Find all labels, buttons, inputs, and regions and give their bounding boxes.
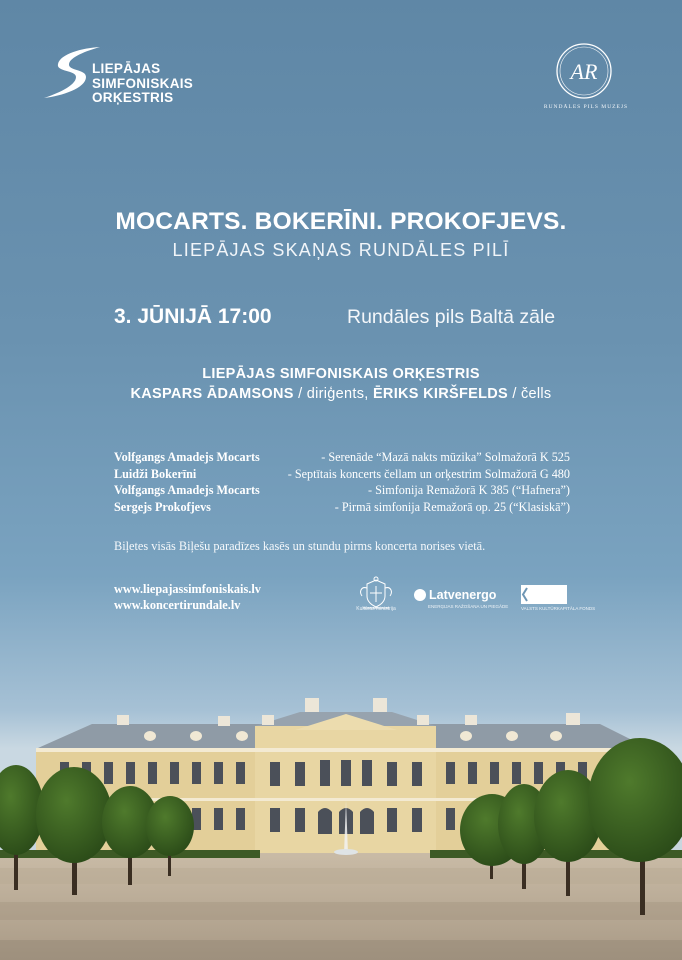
sponsor-caption: VALSTS KULTŪRKAPITĀLA FONDS: [521, 606, 596, 611]
program-item: [114, 466, 570, 483]
program-composer: Volfgangs Amadejs Mocarts: [114, 483, 260, 497]
sponsor-caption: ENERĢIJAS RAŽOŠANA UN PIEGĀDE: [428, 604, 509, 609]
orchestra-logo-text: [92, 62, 193, 106]
soloist-name: ĒRIKS KIRŠFELDS: [372, 386, 508, 402]
website-links: [114, 581, 261, 613]
program-item: [114, 499, 570, 516]
rundale-palace-photo: [0, 640, 682, 960]
latvenergo-logo: [414, 588, 496, 602]
svg-text:AR: AR: [570, 59, 598, 84]
event-date: 3. JŪNIJĀ 17:00: [114, 305, 272, 328]
seal-caption: RUNDĀLES PILS MUZEJS: [543, 104, 629, 110]
website-link[interactable]: www.liepajassimfoniskais.lv: [114, 582, 261, 596]
website-link[interactable]: www.koncertirundale.lv: [114, 598, 241, 612]
tickets-info: Biļetes visās Biļešu paradīzes kasēs un stundu pirms koncerta norises vietā.: [114, 539, 486, 553]
program-composer: Luidži Bokerīni: [114, 466, 197, 481]
sponsor-name: Latvenergo: [429, 588, 497, 602]
latvenergo-icon: [414, 589, 426, 601]
event-venue: Rundāles pils Baltā zāle: [347, 306, 556, 328]
conductor-role: / diriģents,: [298, 386, 369, 402]
program-composer: Sergejs Prokofjevs: [114, 499, 211, 514]
vkkf-icon: [521, 585, 567, 604]
program-work: - Septītais koncerts čellam un orķestrim Solmažorā G 480: [287, 466, 570, 481]
conductor-name: KASPARS ĀDAMSONS: [130, 386, 294, 402]
event-title: MOCARTS. BOKERĪNI. PROKOFJEVS.: [115, 208, 567, 235]
logo-line-2: SIMFONISKAIS: [92, 75, 194, 91]
program-item: [114, 449, 570, 466]
program-work: - Serenāde “Mazā nakts mūzika” Solmažorā K 525: [321, 450, 570, 464]
sponsor-caption: Kultūras ministrija: [356, 606, 396, 612]
program-item: [114, 482, 570, 499]
logo-line-3: ORĶESTRIS: [92, 90, 174, 105]
rundale-monogram-seal-icon: [555, 42, 613, 100]
event-subtitle: LIEPĀJAS SKAŅAS RUNDĀLES PILĪ: [172, 240, 510, 260]
orchestra-name: LIEPĀJAS SIMFONISKAIS ORĶESTRIS: [202, 366, 480, 382]
program-work: - Pirmā simfonija Remažorā op. 25 (“Klasiskā”): [334, 499, 570, 514]
logo-line-1: LIEPĀJAS: [92, 61, 161, 76]
program-list: [114, 449, 570, 515]
performers-line: [0, 386, 682, 402]
soloist-role: / čells: [512, 386, 552, 402]
program-composer: Volfgangs Amadejs Mocarts: [114, 450, 260, 464]
program-work: - Simfonija Remažorā K 385 (“Hafnera”): [367, 483, 570, 497]
